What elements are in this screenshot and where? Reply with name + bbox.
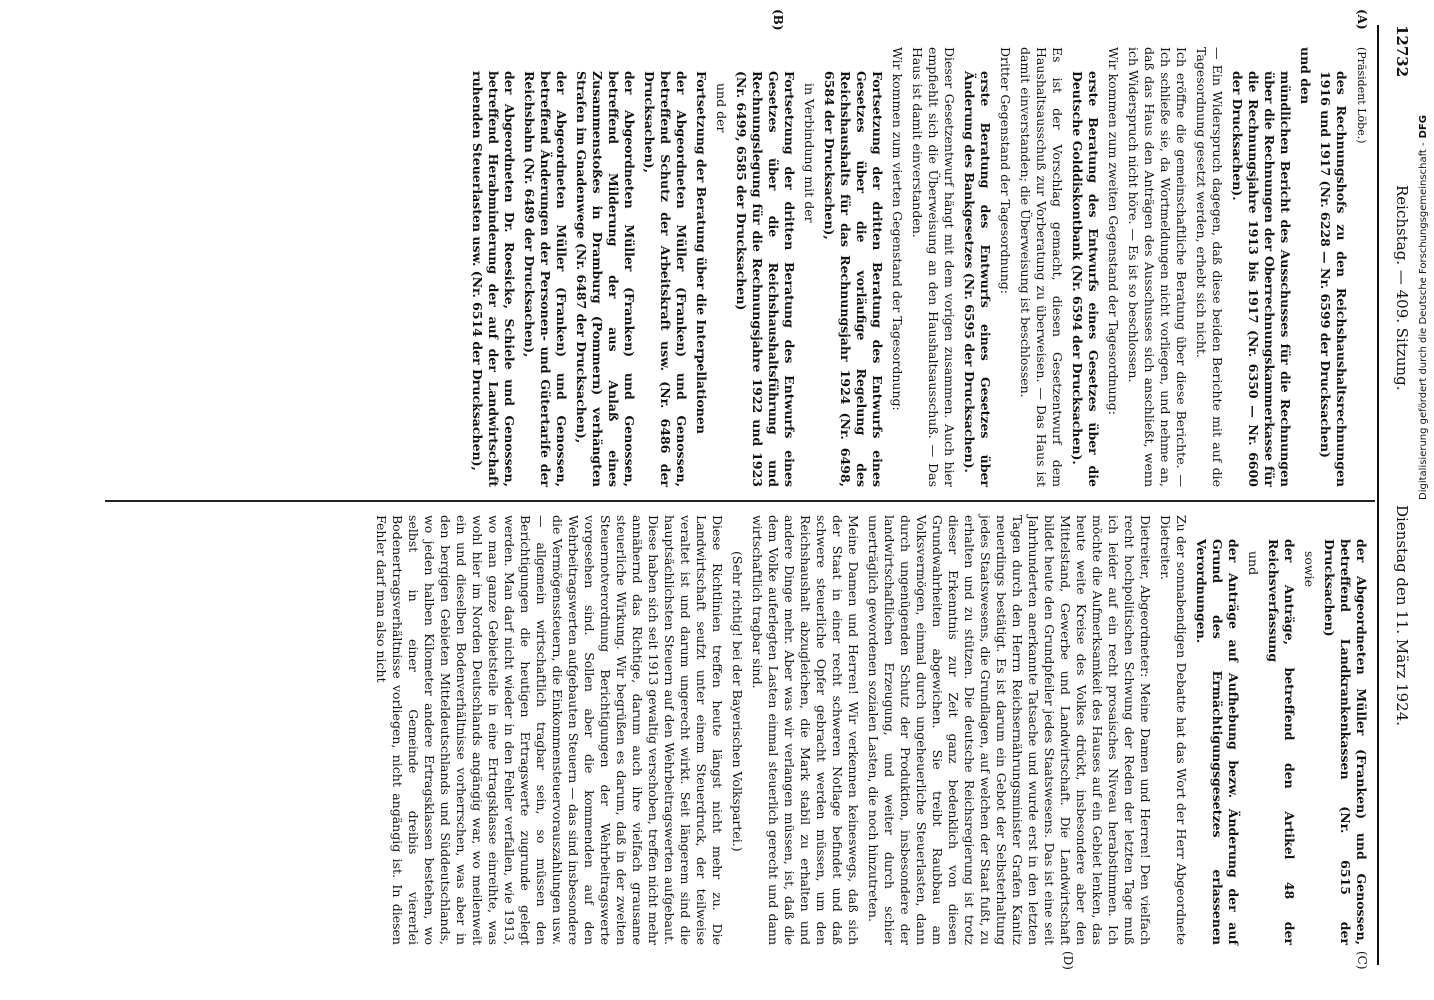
paragraph: und der	[714, 83, 729, 133]
paragraph: Diese Richtlinien treffen heute längst nicht mehr zu. Die Landwirtschaft seufzt unter einem Steuerdruck, der teilweise veraltet ist und darum ungerecht wirkt. Seit längerem sind die hauptsächlichsten Steuern auf den Wehrbeitragswerten aufgebaut. Diese haben sich seit 1913 gewaltig verschoben, treffen nicht mehr annähernd das Richtige, darum auch ihre vielfach grausame steuerliche Wirkung. Wir begrüßen es darum, daß in der zweiten Steuernotverordnung Berichtigungen der Wehrbeitragswerte vorgesehen sind. Sollen aber die kommenden auf den Wehrbeitragswerten aufgebauten Steuern — das sind insbesondere die Vermögenssteuern, die Einkommensteuervorauszahlungen usw. — allgemein wirtschaftlich tragbar sein, so müssen den Berichtigungen die heutigen Ertragswerte zugrunde gelegt werden. Man darf nicht wieder in den Fehler verfallen, wie 1913, wo man ganze Gebietsteile in eine Ertragsklasse einreihte, was wohl hier im Norden Deutschlands angängig war, wo meilenweit ein und dieselben Bodenverhältnisse vorherrschen, was aber in den bergigen Gebieten Mitteldeutschlands und Süddeutschlands, wo jeden halben Kilometer andere Ertragsklassen bestehen, wo selbst in einer Gemeinde dreibis viererlei Bodenertragsverhältnisse vorliegen, nicht angängig ist. In diesen Fehler darf man also nicht	[374, 515, 725, 945]
paragraph: der Abgeordneten Müller (Franken) und Genossen, betreffend Landkrankenkassen (Nr. 6515 der Drucksachen)	[1322, 539, 1369, 945]
margin-mark-a: (A)	[1355, 9, 1369, 30]
right-column	[369, 515, 1369, 945]
paragraph: Fortsetzung der dritten Beratung des Entwurfs eines Gesetzes über die vorläufige Regelung des Reichshaushalts für das Rechnungsjahr 1924 (Nr. 6498, 6584 der Drucksachen),	[822, 71, 885, 487]
running-title: Reichstag. — 409. Sitzung.	[1393, 185, 1411, 391]
paragraph: (Präsident Löbe.)	[1355, 47, 1368, 144]
rotated-page-content	[95, 9, 1425, 970]
paragraph: Ich eröffne die gemeinschaftliche Beratung über diese Berichte. — Ich schließe sie, da Wortmeldungen nicht vorliegen, und nehme an, daß das Haus den Anträgen des Ausschusses sich anschließt, wenn ich Widerspruch nicht höre. — Es ist so beschlossen.	[1126, 47, 1189, 487]
paragraph: erste Beratung des Entwurfs eines Gesetzes über Änderung des Bankgesetzes (Nr. 6595 der Drucksachen).	[962, 71, 993, 487]
paragraph: in Verbindung mit der	[802, 83, 817, 223]
paragraph: Meine Damen und Herren! Wir verkennen keineswegs, daß sich der Staat in einer recht schweren Notlage befindet und daß schwere steuerliche Opfer gebracht werden müssen, um den Reichshaushalt abzugleichen, die Mark stabil zu erhalten und andere Dinge mehr. Aber was wir verlangen müssen, ist, daß die dem Volke auferlegten Lasten einmal steuerlich gerecht und dann wirtschaftlich tragbar sind.	[750, 515, 861, 945]
margin-mark-b: (B)	[771, 9, 785, 31]
digitization-credit	[1418, 115, 1429, 500]
paragraph: erste Beratung des Entwurfs eines Gesetzes über die Deutsche Golddiskontbank (Nr. 6594 der Drucksachen).	[1070, 71, 1101, 487]
paragraph: und den	[1298, 47, 1313, 105]
paragraph: Fortsetzung der dritten Beratung des Entwurfs eines Gesetzes über die Reichshaushaltsführung und Rechnungslegung für die Rechnungsjahre 1922 und 1923 (Nr. 6499, 6585 der Drucksachen)	[734, 71, 797, 487]
left-column	[465, 47, 1369, 487]
paragraph: der Anträge auf Aufhebung bezw. Änderung der auf Grund des Ermächtigungsgesetzes erlassenen Verordnungen.	[1194, 539, 1241, 945]
paragraph: (Sehr richtig! bei der Bayerischen Volkspartei.)	[730, 551, 745, 852]
paragraph: Wir kommen zum vierten Gegenstand der Tagesordnung:	[890, 47, 905, 411]
paragraph: Es ist der Vorschlag gemacht, diesen Gesetzentwurf dem Haushaltsausschuß zur Vorberatung zu überweisen. — Das Haus ist damit einverstanden; die Überweisung ist beschlossen.	[1018, 47, 1065, 487]
paragraph: Dritter Gegenstand der Tagesordnung:	[998, 47, 1013, 294]
paragraph: Zu der sonnabendigen Debatte hat das Wort der Herr Abgeordnete Dietreiter.	[1158, 515, 1189, 945]
margin-mark-d: (D)	[1061, 951, 1075, 970]
paragraph: mündlichen Bericht des Ausschusses für die Rechnungen über die Rechnungen der Oberrechnungskammerkasse für die Rechnungsjahre 1913 bis 1917 (Nr. 6350 — Nr. 6600 der Drucksachen).	[1230, 71, 1293, 487]
page-number: 12732	[1393, 25, 1411, 78]
paragraph: Dietreiter, Abgeordneter: Meine Damen und Herren! Den vielfach recht hochpolitischen Schwung der Reden der letzten Tage muß ich leider auf ein recht prosaisches Niveau herabstimmen. Ich möchte die Aufmerksamkeit des Hauses auf ein Gebiet lenken, das heute weite Kreise des Volkes drückt, insbesondere aber den Mittelstand, Gewerbe und Landwirtschaft. Die Landwirtschaft bildet heute den Grundpfeiler jedes Staatswesens. Das ist eine seit Jahrhunderten anerkannte Tatsache und wurde erst in den letzten Tagen durch den Herrn Reichsernährungsminister Grafen Kanitz neuerdings bestätigt. Es ist darum ein Gebot der Selbsterhaltung jedes Staatswesens, die Grundlagen, auf welchen der Staat fußt, zu erhalten und zu stützen. Die deutsche Reichsregierung ist trotz dieser Erkenntnis zur Zeit ganz bedenklich von diesen Grundwahrheiten abgewichen. Sie treibt Raubbau am Volksvermögen, einmal durch ungeheuerliche Steuerlasten, dann durch ungenügenden Schutz der Produktion, insbesondere der landwirtschaftlichen Erzeugung, und weiter durch schier unerträglich gewordenen sozialen Lasten, die noch hinzutreten.	[866, 515, 1153, 945]
paragraph: Fortsetzung der Beratung über die Interpellationen	[694, 71, 709, 434]
column-divider	[105, 500, 1375, 502]
paragraph: der Abgeordneten Müller (Franken) und Genossen, betreffend Schutz der Arbeitskraft usw. (Nr. 6486 der Drucksachen),	[642, 71, 689, 487]
header-date: Dienstag den 11. März 1924.	[1393, 505, 1411, 727]
paragraph: Dieser Gesetzentwurf hängt mit dem vorigen zusammen. Auch hier empfiehlt sich die Überweisung an den Haushaltsausschuß. — Das Haus ist damit einverstanden.	[910, 47, 957, 487]
paragraph: des Rechnungshofs zu den Reichshaushaltsrechnungen 1916 und 1917 (Nr. 6228 — Nr. 6599 der Drucksachen)	[1318, 71, 1349, 487]
paragraph: der Anträge, betreffend den Artikel 48 der Reichsverfassung	[1266, 539, 1297, 945]
paragraph: der Abgeordneten Müller (Franken) und Genossen, betreffend Milderung der aus Anlaß eines Zusammenstoßes in Dramburg (Pommern) verhängten Strafen im Gnadenwege (Nr. 6487 der Drucksachen),	[574, 71, 637, 487]
paragraph: Wir kommen zum zweiten Gegenstand der Tagesordnung:	[1106, 47, 1121, 415]
dfg-logo: DFG	[1418, 115, 1429, 139]
paragraph: der Abgeordneten Müller (Franken) und Genossen, betreffend Änderungen der Personen- und Gütertarife der Reichsbahn (Nr. 6489 der Drucksachen),	[522, 71, 569, 487]
paragraph: sowie	[1302, 551, 1317, 588]
paragraph: — Ein Widerspruch dagegen, daß diese beiden Berichte mit auf die Tagesordnung gesetzt werden, erhebt sich nicht.	[1194, 47, 1225, 487]
paragraph: und	[1246, 551, 1261, 576]
paragraph: der Abgeordneten Dr. Roesicke, Schiele und Genossen, betreffend Herabminderung der auf der Landwirtschaft ruhenden Steuerlasten usw. (Nr. 6514 der Drucksachen),	[470, 71, 517, 487]
credit-text: Digitalisierung gefördert durch die Deutsche Forschungsgemeinschaft -	[1418, 142, 1429, 500]
margin-mark-c: (C)	[1355, 951, 1369, 970]
